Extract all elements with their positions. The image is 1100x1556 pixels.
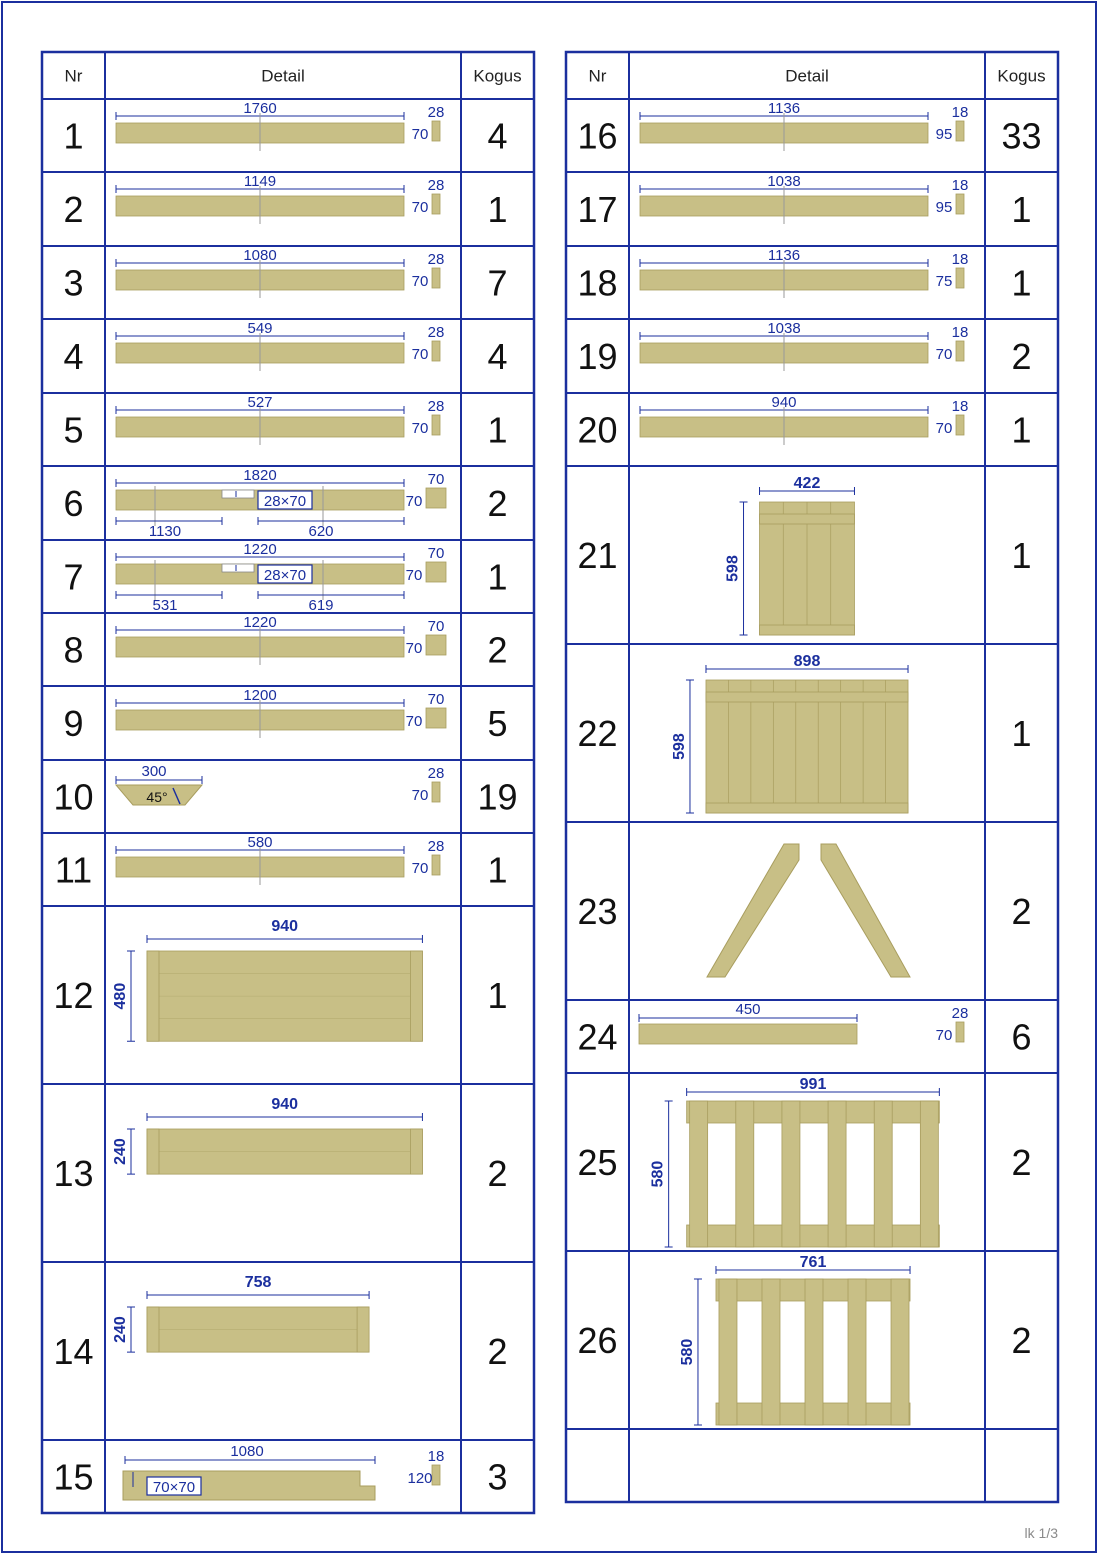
part-number: 8 [63,629,84,671]
length-label: 1136 [767,100,801,117]
length-label: 1149 [243,173,277,190]
length-label: 1820 [243,467,277,484]
panel-end [410,1129,422,1174]
notch-label: 70×70 [152,1479,196,1496]
height-label: 580 [649,1160,667,1188]
part-quantity: 2 [487,1331,508,1372]
part-number: 4 [63,336,84,377]
cross-rail [706,692,908,702]
part-number: 19 [577,336,618,377]
cross-section [426,488,446,508]
part-quantity: 2 [487,629,508,671]
cross-section [956,268,964,288]
width-label: 70 [411,346,429,363]
length-label: 549 [247,320,273,337]
part-quantity: 4 [487,336,508,377]
part-row-12 [53,918,507,1041]
part-quantity: 5 [487,703,508,744]
part-quantity: 2 [487,1153,508,1194]
panel-drawing [650,1076,940,1247]
segment-b-label: 619 [308,597,334,614]
part-row-10 [53,763,517,818]
cross-rail [760,514,855,524]
thickness-label: 28 [427,251,445,268]
panel-drawing [679,1254,910,1425]
part-quantity: 3 [487,1456,508,1498]
width-label: 95 [935,126,953,143]
panel-end [410,951,422,1041]
part-row-21 [577,475,1031,635]
panel-end [147,951,159,1041]
top-rail [687,1101,940,1123]
part-quantity: 1 [1011,262,1032,304]
vertical-slat [719,1279,737,1425]
cross-section [432,415,440,435]
width-label: 95 [935,199,953,216]
part-row-24 [577,1001,1031,1058]
thickness-label: 18 [951,324,969,341]
panel-end [147,1307,159,1352]
width-label: 991 [799,1076,827,1093]
part-quantity: 2 [1011,891,1032,932]
notch-label: 28×70 [263,493,307,510]
part-quantity: 1 [487,189,508,230]
part-quantity: 6 [1011,1016,1032,1058]
bottom-rail [706,803,908,813]
width-label: 70 [405,493,423,510]
length-label: 527 [247,394,273,411]
length-label: 1220 [243,614,277,631]
part-row-9 [63,687,507,744]
part-number: 15 [53,1456,94,1498]
part-number: 23 [577,891,618,932]
part-quantity: 2 [487,483,508,524]
header-nr: Nr [588,66,607,86]
part-quantity: 1 [1011,535,1032,576]
part-quantity: 1 [487,849,508,891]
panel-drawing [671,653,908,813]
leg-left [707,844,799,977]
width-label: 70 [405,713,423,730]
panel-drawing [112,1096,422,1174]
part-number: 13 [53,1153,94,1194]
length-label: 1080 [230,1443,264,1460]
part-number: 22 [577,713,618,754]
vertical-slat [891,1279,909,1425]
width-label: 75 [935,273,953,290]
part-row-2 [63,173,507,230]
part-row-16 [577,100,1041,157]
part-quantity: 7 [487,262,508,304]
length-label: 1200 [243,687,277,704]
leg-pair [707,844,910,977]
length-label: 1080 [243,247,277,264]
part-quantity: 2 [1011,1320,1032,1361]
header-detail: Detail [785,66,829,86]
part-quantity: 1 [487,975,508,1016]
part-number: 16 [577,115,618,157]
length-label: 1220 [243,541,277,558]
vertical-slat [762,1279,780,1425]
length-label: 1136 [767,247,801,264]
segment-a-label: 1130 [148,523,182,540]
part-row-11 [55,834,508,891]
part-number: 25 [577,1142,618,1183]
vertical-slat [874,1101,892,1247]
segment-a-label: 531 [152,597,178,614]
cross-section [956,121,964,141]
length-label: 580 [247,834,273,851]
part-row-17 [577,173,1031,230]
notch-cut [222,490,254,498]
height-label: 240 [112,1138,129,1165]
thickness-label: 28 [427,177,445,194]
width-label: 758 [244,1274,272,1291]
width-label: 70 [405,567,423,584]
angle-label: 45° [146,789,168,805]
header-kogus: Kogus [997,66,1046,86]
part-row-25 [577,1076,1031,1247]
width-label: 70 [935,1027,953,1044]
part-row-22 [577,653,1031,813]
part-number: 20 [577,409,618,451]
width-label: 761 [799,1254,827,1271]
part-number: 6 [63,483,84,524]
part-number: 2 [63,189,84,230]
thickness-label: 70 [427,471,445,488]
part-row-18 [577,247,1031,304]
part-number: 12 [53,975,94,1016]
width-label: 70 [411,787,429,804]
thickness-label: 70 [427,691,445,708]
thickness-label: 28 [427,765,445,782]
cross-section [432,855,440,875]
part-number: 21 [577,535,618,576]
width-label: 940 [271,1096,299,1113]
height-label: 480 [112,982,129,1010]
width-label: 70 [411,860,429,877]
part-quantity: 1 [1011,189,1032,230]
thickness-label: 28 [427,104,445,121]
part-quantity: 4 [487,115,508,157]
thickness-label: 18 [427,1448,445,1465]
vertical-slat [690,1101,708,1247]
cross-section [432,268,440,288]
height-label: 240 [112,1316,129,1343]
segment-b-label: 620 [308,523,334,540]
cross-section [432,341,440,361]
width-label: 70 [411,420,429,437]
vertical-slat [782,1101,800,1247]
thickness-label: 70 [427,618,445,635]
panel-drawing [725,475,855,635]
notch-label: 28×70 [263,567,307,584]
part-number: 11 [54,849,93,891]
height-label: 598 [670,733,688,760]
part-row-1 [63,100,507,157]
thickness-label: 28 [427,838,445,855]
cross-section [956,415,964,435]
part-quantity: 33 [1001,115,1042,157]
length-label: 300 [141,763,167,780]
board [639,1024,857,1044]
width-label: 70 [411,126,429,143]
width-label: 940 [271,918,299,935]
part-row-6 [63,467,507,540]
part-row-3 [63,247,507,304]
panel-drawing [112,918,422,1041]
part-number: 3 [63,262,84,304]
height-label: 598 [724,555,742,582]
width-label: 70 [405,640,423,657]
part-number: 14 [53,1331,94,1372]
part-row-20 [577,394,1031,451]
header-detail: Detail [261,66,305,86]
part-row-15 [53,1443,507,1500]
part-row-14 [53,1274,507,1372]
length-label: 450 [735,1001,761,1018]
vertical-slat [920,1101,938,1247]
panel-end [357,1307,369,1352]
part-quantity: 19 [477,776,518,818]
cross-section [426,635,446,655]
cross-section [432,782,440,802]
part-number: 17 [577,189,618,230]
part-row-13 [53,1096,507,1194]
height-label: 580 [678,1338,696,1366]
part-number: 9 [63,703,84,744]
thickness-label: 18 [951,251,969,268]
part-number: 26 [577,1320,618,1361]
vertical-slat [848,1279,866,1425]
length-label: 1038 [767,320,801,337]
panel-drawing [112,1274,369,1352]
part-number: 18 [577,262,618,304]
part-row-5 [63,394,507,451]
width-label: 120 [407,1470,433,1487]
part-row-7 [63,541,507,614]
header-kogus: Kogus [473,66,522,86]
part-row-4 [63,320,507,377]
cross-section [426,562,446,582]
width-label: 70 [935,420,953,437]
width-label: 70 [935,346,953,363]
vertical-slat [736,1101,754,1247]
page-number: lk 1/3 [1024,1525,1058,1541]
part-quantity: 2 [1011,1142,1032,1183]
part-row-19 [577,320,1031,377]
cross-section [956,1022,964,1042]
part-quantity: 1 [1011,713,1032,754]
part-row-26 [577,1254,1031,1425]
thickness-label: 28 [427,324,445,341]
bottom-rail [687,1225,940,1247]
cross-section [432,121,440,141]
vertical-slat [805,1279,823,1425]
cross-section [956,194,964,214]
length-label: 1760 [243,100,277,117]
vertical-slat [828,1101,846,1247]
cross-section [432,1465,440,1485]
thickness-label: 18 [951,104,969,121]
cross-section [956,341,964,361]
part-quantity: 1 [487,409,508,451]
thickness-label: 18 [951,398,969,415]
thickness-label: 28 [427,398,445,415]
cross-section [432,194,440,214]
length-label: 1038 [767,173,801,190]
cross-section [426,708,446,728]
length-label: 940 [771,394,797,411]
part-quantity: 1 [1011,409,1032,451]
part-number: 10 [53,776,94,818]
part-row-8 [63,614,507,671]
part-quantity: 2 [1011,336,1032,377]
thickness-label: 18 [951,177,969,194]
width-label: 70 [411,273,429,290]
part-quantity: 1 [487,556,508,598]
notch-cut [222,564,254,572]
part-number: 5 [63,409,84,451]
part-row-23 [577,844,1031,977]
part-number: 24 [577,1016,618,1058]
header-nr: Nr [64,66,83,86]
width-label: 898 [793,653,821,670]
thickness-label: 28 [951,1005,969,1022]
width-label: 422 [793,475,821,492]
panel-end [147,1129,159,1174]
width-label: 70 [411,199,429,216]
leg-right [821,844,910,977]
part-number: 7 [63,556,84,598]
bottom-rail [760,625,855,635]
part-number: 1 [63,115,84,157]
thickness-label: 70 [427,545,445,562]
